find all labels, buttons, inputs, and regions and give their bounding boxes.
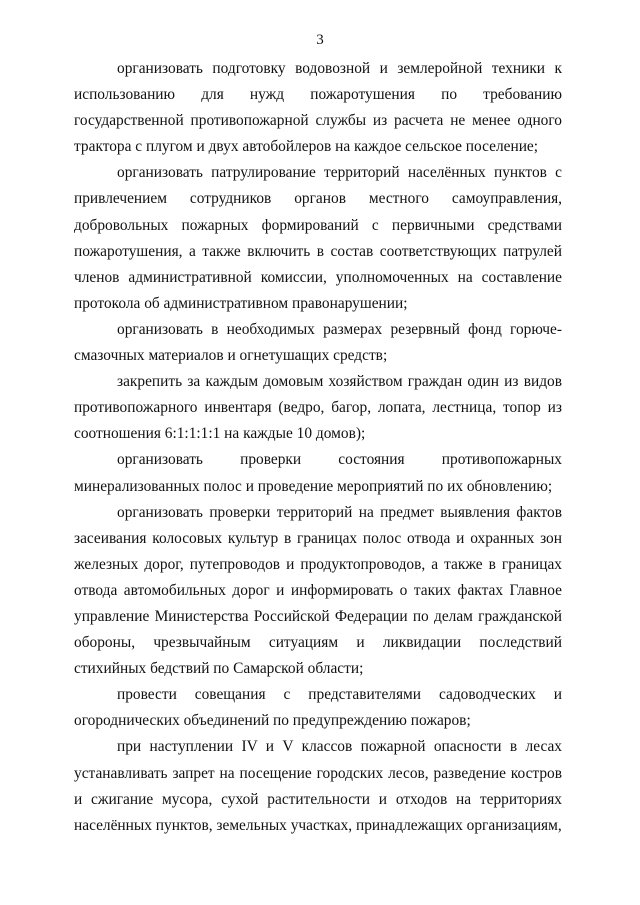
- paragraph-water-earth-equipment: организовать подготовку водовозной и землеройной техники к использованию для нужд пожаротушения по требованию государственной противопожарной службы из расчета не менее одного трактора с плугом и двух автобойлеров на каждое сельское поселение;: [74, 60, 562, 156]
- paragraph-household-equipment: закрепить за каждым домовым хозяйством граждан один из видов противопожарного инвентаря (ведро, багор, лопата, лестница, топор из соотношения 6:1:1:1:1 на каждые 10 домов);: [74, 373, 562, 443]
- paragraph-meetings: провести совещания с представителями садоводческих и огороднических объединений по предупреждению пожаров;: [74, 686, 562, 730]
- page-number: 3: [316, 32, 324, 48]
- document-body: [74, 56, 562, 839]
- paragraph-fuel-reserve: организовать в необходимых размерах резервный фонд горюче-смазочных материалов и огнетушащих средств;: [74, 320, 562, 365]
- paragraph-mineralized-strips: организовать проверки состояния противопожарных минерализованных полос и проведение мероприятий по их обновлению;: [74, 451, 562, 495]
- paragraph-patrols: организовать патрулирование территорий населённых пунктов с привлечением сотрудников органов местного самоуправления, добровольных пожарных формирований с первичными средствами пожаротушения, а также включить в состав соответствующих патрулей членов административной комиссии, уполномоченных на составление протокола об административном правонарушении;: [74, 164, 562, 312]
- paragraph-fire-danger-ban: при наступлении IV и V классов пожарной опасности в лесах устанавливать запрет на посещение городских лесов, разведение костров и сжигание мусора, сухой растительности и отходов на территориях населённых пунктов, земельных участках, принадлежащих организациям,: [74, 738, 562, 834]
- paragraph-territory-inspections: организовать проверки территорий на предмет выявления фактов засеивания колосовых культур в границах полос отвода и охранных зон железных дорог, путепроводов и продуктопроводов, а также в границах отвода автомобильных дорог и информировать о таких фактах Главное управление Министерства Российской Федерации по делам гражданской обороны, чрезвычайным ситуациям и ликвидации последствий стихийных бедствий по Самарской области;: [74, 503, 562, 678]
